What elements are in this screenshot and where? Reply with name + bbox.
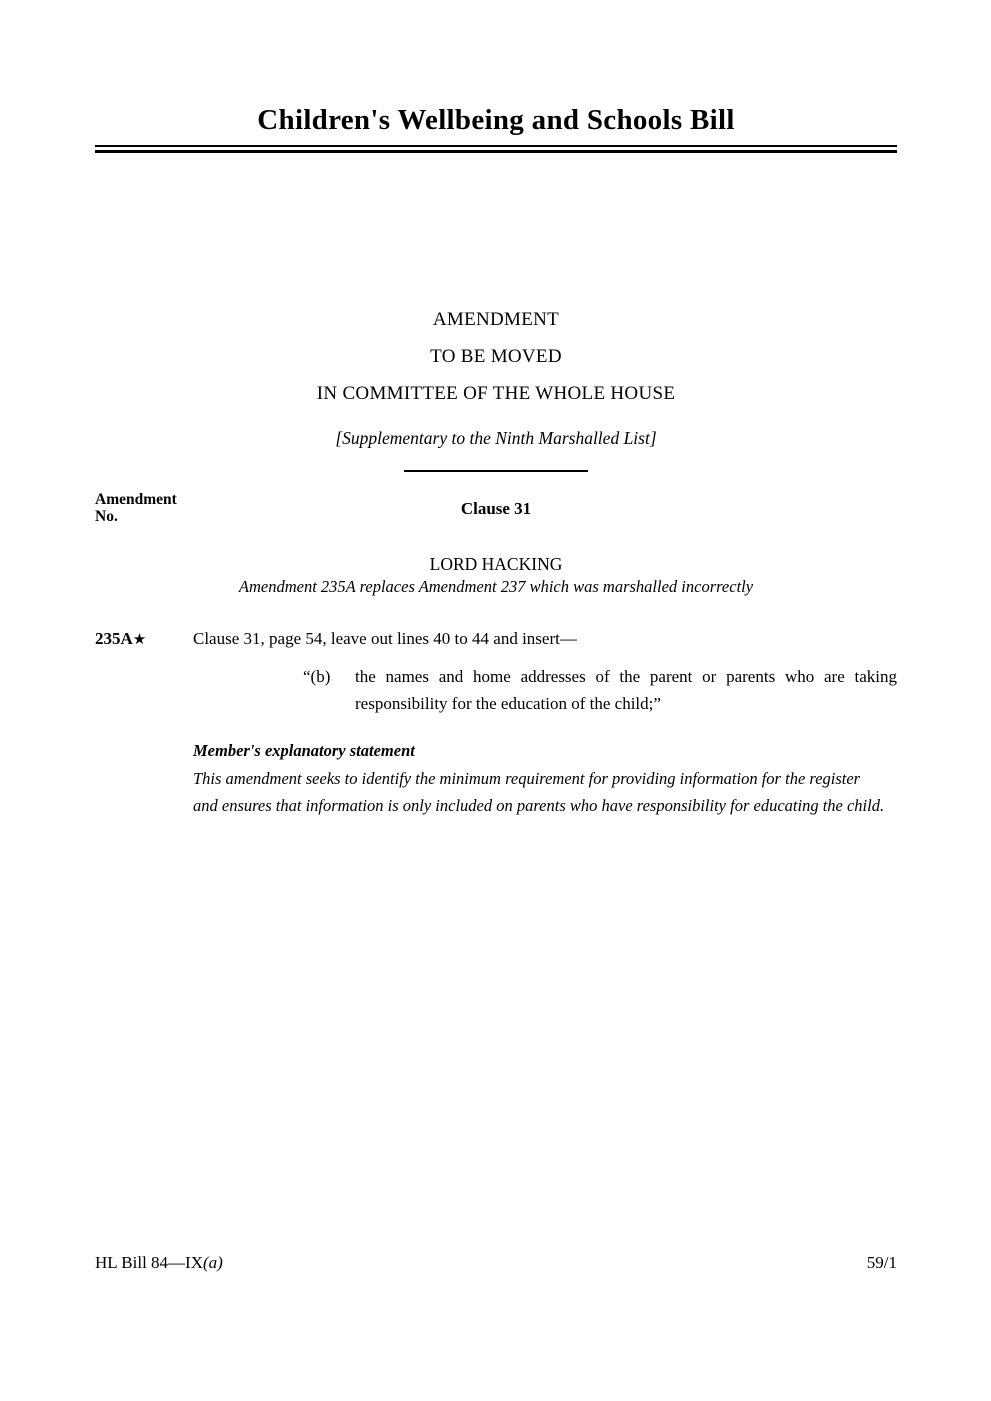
new-amendment-star-icon: ★ [132, 632, 147, 648]
amendment-no-label-line1: Amendment [95, 491, 177, 508]
bill-reference-main: HL Bill 84—IX [95, 1253, 203, 1272]
title-double-rule [95, 145, 897, 153]
explanatory-statement [193, 740, 885, 819]
amendment-no-label-line2: No. [95, 507, 118, 525]
proceedings-line-committee: IN COMMITTEE OF THE WHOLE HOUSE [316, 383, 676, 404]
inserted-paragraph-marker: “(b) [303, 667, 331, 686]
mover-name: LORD HACKING [429, 554, 563, 574]
amendment-item [95, 628, 897, 819]
clause-header-row [95, 492, 897, 530]
page-reference: 59/1 [866, 1253, 897, 1272]
proceedings-line-amendment: AMENDMENT [432, 309, 560, 330]
amendment-no-label [95, 492, 177, 525]
mover-section [95, 554, 897, 597]
bill-title: Children's Wellbeing and Schools Bill [257, 104, 735, 136]
inserted-text-block [303, 663, 897, 717]
bill-reference [95, 1252, 223, 1274]
amendment-head [95, 628, 897, 651]
amendment-number [95, 628, 193, 651]
explanatory-statement-heading: Member's explanatory statement [193, 741, 415, 760]
bill-reference-suffix: (a) [202, 1253, 223, 1272]
proceedings-header [95, 309, 897, 449]
amendment-number-text: 235A [95, 629, 133, 648]
mover-note: Amendment 235A replaces Amendment 237 which was marshalled incorrectly [238, 577, 754, 596]
amendment-instruction: Clause 31, page 54, leave out lines 40 to 44 and insert— [193, 629, 577, 648]
supplementary-note: [Supplementary to the Ninth Marshalled List] [335, 428, 657, 448]
inserted-paragraph-text: the names and home addresses of the parent or parents who are taking responsibility for the education of the child;” [355, 667, 897, 713]
clause-heading: Clause 31 [460, 499, 532, 518]
page-footer [95, 1252, 897, 1274]
proceedings-line-to-be-moved: TO BE MOVED [430, 346, 562, 367]
explanatory-statement-text: This amendment seeks to identify the minimum requirement for providing information for the register and ensures that information is only included on parents who have responsibility for educating the child. [193, 769, 885, 815]
section-divider-rule [404, 470, 588, 472]
